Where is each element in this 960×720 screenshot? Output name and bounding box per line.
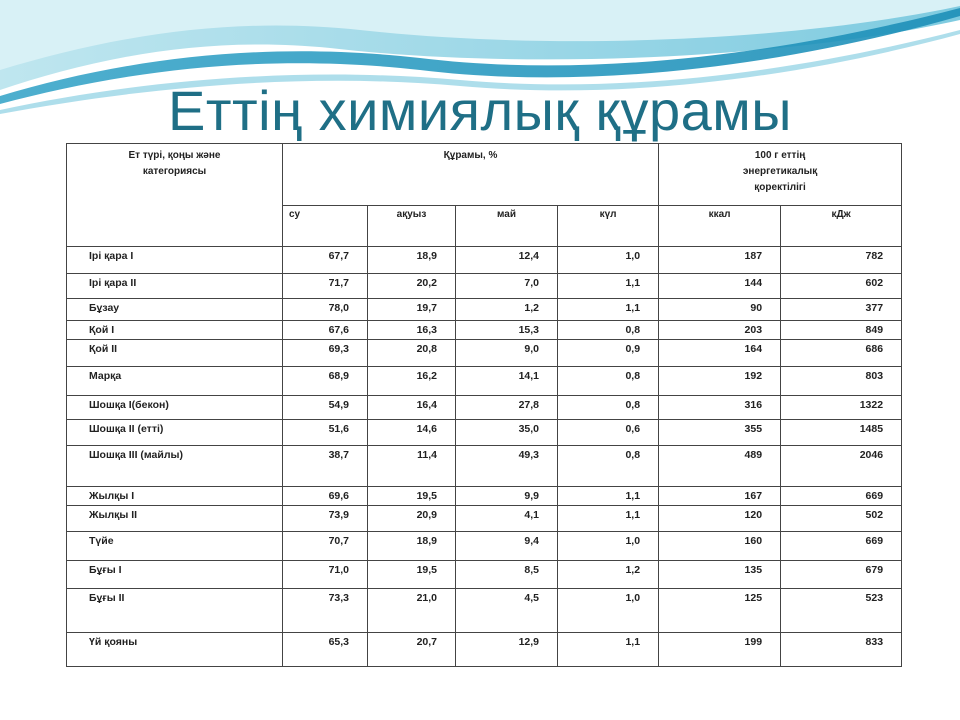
row-name: Шошқа І(бекон) xyxy=(67,396,283,420)
cell-kj: 2046 xyxy=(781,446,902,487)
cell-kj: 1322 xyxy=(781,396,902,420)
cell-ash: 0,8 xyxy=(558,367,659,396)
cell-water: 38,7 xyxy=(283,446,368,487)
table-row xyxy=(67,340,902,367)
cell-kcal: 167 xyxy=(659,487,781,506)
cell-protein: 19,5 xyxy=(368,487,456,506)
cell-kj: 669 xyxy=(781,487,902,506)
cell-fat: 14,1 xyxy=(456,367,558,396)
table-row xyxy=(67,247,902,274)
cell-fat: 9,9 xyxy=(456,487,558,506)
cell-ash: 0,6 xyxy=(558,420,659,446)
subheader-kcal: ккал xyxy=(659,206,781,247)
cell-fat: 15,3 xyxy=(456,321,558,340)
row-name: Бұғы І xyxy=(67,561,283,589)
cell-protein: 16,4 xyxy=(368,396,456,420)
row-name: Жылқы І xyxy=(67,487,283,506)
cell-kj: 502 xyxy=(781,506,902,532)
cell-kcal: 199 xyxy=(659,633,781,667)
cell-protein: 20,9 xyxy=(368,506,456,532)
cell-ash: 0,9 xyxy=(558,340,659,367)
cell-kj: 377 xyxy=(781,299,902,321)
table-row xyxy=(67,446,902,487)
table-row xyxy=(67,420,902,446)
cell-kj: 782 xyxy=(781,247,902,274)
cell-kcal: 203 xyxy=(659,321,781,340)
cell-ash: 1,0 xyxy=(558,532,659,561)
cell-fat: 7,0 xyxy=(456,274,558,299)
cell-fat: 12,9 xyxy=(456,633,558,667)
cell-kj: 1485 xyxy=(781,420,902,446)
cell-water: 71,0 xyxy=(283,561,368,589)
table-row xyxy=(67,561,902,589)
cell-fat: 1,2 xyxy=(456,299,558,321)
row-name: Қой ІІ xyxy=(67,340,283,367)
subheader-kj: кДж xyxy=(781,206,902,247)
cell-kj: 669 xyxy=(781,532,902,561)
cell-protein: 21,0 xyxy=(368,589,456,633)
row-name: Ірі қара ІІ xyxy=(67,274,283,299)
cell-kcal: 489 xyxy=(659,446,781,487)
cell-water: 73,9 xyxy=(283,506,368,532)
cell-fat: 4,1 xyxy=(456,506,558,532)
table-row xyxy=(67,506,902,532)
cell-protein: 18,9 xyxy=(368,247,456,274)
cell-water: 65,3 xyxy=(283,633,368,667)
row-name: Жылқы ІІ xyxy=(67,506,283,532)
cell-fat: 27,8 xyxy=(456,396,558,420)
cell-ash: 1,1 xyxy=(558,299,659,321)
cell-water: 54,9 xyxy=(283,396,368,420)
subheader-protein: ақуыз xyxy=(368,206,456,247)
cell-fat: 4,5 xyxy=(456,589,558,633)
subheader-ash: күл xyxy=(558,206,659,247)
cell-protein: 20,8 xyxy=(368,340,456,367)
cell-kj: 679 xyxy=(781,561,902,589)
cell-kj: 602 xyxy=(781,274,902,299)
cell-water: 70,7 xyxy=(283,532,368,561)
cell-fat: 9,0 xyxy=(456,340,558,367)
row-name: Бұзау xyxy=(67,299,283,321)
cell-kcal: 192 xyxy=(659,367,781,396)
cell-protein: 19,7 xyxy=(368,299,456,321)
cell-protein: 19,5 xyxy=(368,561,456,589)
cell-fat: 49,3 xyxy=(456,446,558,487)
table-row xyxy=(67,367,902,396)
subheader-fat: май xyxy=(456,206,558,247)
cell-protein: 18,9 xyxy=(368,532,456,561)
table-row xyxy=(67,396,902,420)
meat-composition-table xyxy=(66,143,902,667)
cell-ash: 1,1 xyxy=(558,274,659,299)
cell-kcal: 125 xyxy=(659,589,781,633)
cell-protein: 14,6 xyxy=(368,420,456,446)
table-row xyxy=(67,321,902,340)
cell-ash: 0,8 xyxy=(558,396,659,420)
cell-kcal: 135 xyxy=(659,561,781,589)
row-name: Марқа xyxy=(67,367,283,396)
table-row xyxy=(67,487,902,506)
cell-kcal: 90 xyxy=(659,299,781,321)
cell-kcal: 187 xyxy=(659,247,781,274)
cell-kj: 833 xyxy=(781,633,902,667)
cell-ash: 1,0 xyxy=(558,247,659,274)
subheader-water: су xyxy=(283,206,368,247)
header-composition: Құрамы, % xyxy=(283,144,659,206)
cell-kcal: 120 xyxy=(659,506,781,532)
cell-ash: 0,8 xyxy=(558,321,659,340)
row-name: Түйе xyxy=(67,532,283,561)
table-row xyxy=(67,633,902,667)
cell-ash: 1,1 xyxy=(558,506,659,532)
page-title: Еттің химиялық құрамы xyxy=(168,79,792,142)
cell-kj: 686 xyxy=(781,340,902,367)
row-name: Ірі қара І xyxy=(67,247,283,274)
cell-kcal: 164 xyxy=(659,340,781,367)
cell-fat: 35,0 xyxy=(456,420,558,446)
row-name: Үй қояны xyxy=(67,633,283,667)
cell-water: 68,9 xyxy=(283,367,368,396)
row-name: Бұғы ІІ xyxy=(67,589,283,633)
cell-water: 71,7 xyxy=(283,274,368,299)
cell-ash: 0,8 xyxy=(558,446,659,487)
cell-protein: 11,4 xyxy=(368,446,456,487)
cell-ash: 1,1 xyxy=(558,633,659,667)
cell-water: 67,6 xyxy=(283,321,368,340)
cell-kcal: 316 xyxy=(659,396,781,420)
cell-kj: 523 xyxy=(781,589,902,633)
header-meat-type: Ет түрі, қоңы және категориясы xyxy=(67,144,283,247)
row-name: Шошқа ІІІ (майлы) xyxy=(67,446,283,487)
cell-kcal: 160 xyxy=(659,532,781,561)
row-name: Қой І xyxy=(67,321,283,340)
table-row xyxy=(67,589,902,633)
cell-kj: 849 xyxy=(781,321,902,340)
cell-protein: 16,3 xyxy=(368,321,456,340)
table-row xyxy=(67,532,902,561)
table-row xyxy=(67,274,902,299)
cell-water: 51,6 xyxy=(283,420,368,446)
row-name: Шошқа ІІ (етті) xyxy=(67,420,283,446)
cell-water: 67,7 xyxy=(283,247,368,274)
cell-protein: 20,2 xyxy=(368,274,456,299)
cell-kcal: 355 xyxy=(659,420,781,446)
cell-fat: 8,5 xyxy=(456,561,558,589)
cell-fat: 9,4 xyxy=(456,532,558,561)
cell-ash: 1,1 xyxy=(558,487,659,506)
cell-water: 78,0 xyxy=(283,299,368,321)
cell-protein: 16,2 xyxy=(368,367,456,396)
cell-protein: 20,7 xyxy=(368,633,456,667)
cell-ash: 1,2 xyxy=(558,561,659,589)
cell-ash: 1,0 xyxy=(558,589,659,633)
header-energy: 100 г еттің энергетикалық қоректілігі xyxy=(659,144,902,206)
cell-fat: 12,4 xyxy=(456,247,558,274)
cell-water: 69,3 xyxy=(283,340,368,367)
cell-kcal: 144 xyxy=(659,274,781,299)
table-row xyxy=(67,299,902,321)
cell-kj: 803 xyxy=(781,367,902,396)
cell-water: 73,3 xyxy=(283,589,368,633)
cell-water: 69,6 xyxy=(283,487,368,506)
